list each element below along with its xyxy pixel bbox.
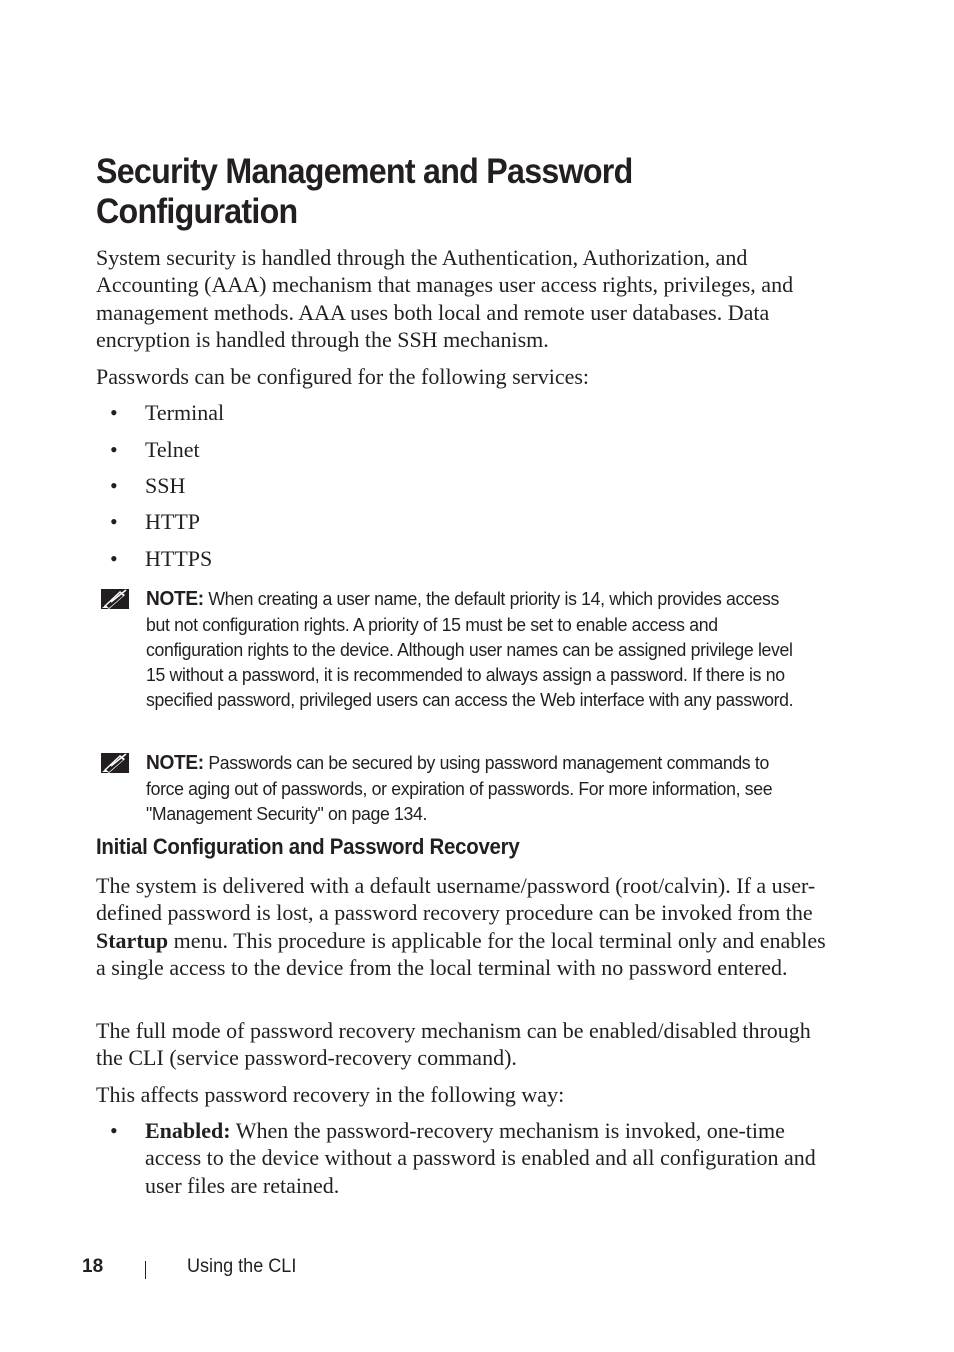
- recovery-paragraph-2: The full mode of password recovery mechanism can be enabled/disabled through the CLI (service password-recovery command).: [96, 1018, 811, 1071]
- page-title-line-2: Configuration: [96, 192, 298, 231]
- footer-divider: [145, 1261, 146, 1279]
- service-name: HTTP: [145, 509, 200, 534]
- intro-paragraph: System security is handled through the Authentication, Authorization, and Accounting (AAA) mechanism that manages user access rights, privileges, and management methods. AAA uses both local and remote user databases. Data encryption is handled through the SSH mechanism.: [96, 245, 794, 352]
- note-pencil-icon: [100, 588, 130, 610]
- bullet-icon: •: [110, 400, 118, 425]
- enabled-text: When the password-recovery mechanism is invoked, one-time access to the device without a password is enabled and all configuration and user files are retained.: [145, 1118, 816, 1198]
- list-item: [110, 545, 212, 572]
- recovery-paragraph-3: This affects password recovery in the following way:: [96, 1082, 565, 1107]
- page-number: 18: [82, 1256, 104, 1277]
- bullet-icon: •: [110, 546, 118, 571]
- enabled-label: Enabled:: [145, 1118, 231, 1143]
- enabled-description: [145, 1117, 830, 1199]
- note-label: NOTE:: [146, 588, 204, 610]
- note-pencil-icon: [100, 752, 130, 774]
- section-heading: Initial Configuration and Password Recovery: [96, 834, 520, 859]
- service-name: Terminal: [145, 400, 225, 425]
- list-item: [110, 436, 200, 463]
- bullet-icon: •: [110, 1118, 118, 1143]
- service-name: Telnet: [145, 437, 200, 462]
- note-body: When creating a user name, the default priority is 14, which provides access but not configuration rights. A priority of 15 must be set to enable access and configuration rights to the device. Although user names can be assigned privilege level 15 without a password, it is recommended to always assign a password. If there is no specified password, privileged users can access the Web interface with any password.: [146, 588, 794, 710]
- service-name: HTTPS: [145, 546, 213, 571]
- page-title: [96, 152, 758, 232]
- recovery-paragraph-1: [96, 872, 826, 981]
- note-text: [146, 750, 805, 826]
- page-footer: [0, 1256, 954, 1284]
- list-item: [110, 508, 200, 535]
- list-item: [110, 472, 185, 499]
- note-label: NOTE:: [146, 752, 204, 774]
- note-text: [146, 586, 805, 712]
- service-name: SSH: [145, 473, 186, 498]
- bullet-icon: •: [110, 473, 118, 498]
- note-body: Passwords can be secured by using password management commands to force aging out of passwords, or expiration of passwords. For more information, see "Management Security" on page 134.: [146, 752, 773, 824]
- recovery-text-before: The system is delivered with a default username/password (root/calvin). If a user-defined password is lost, a password recovery procedure can be invoked from the: [96, 873, 816, 926]
- footer-section-title: Using the CLI: [187, 1256, 297, 1277]
- services-intro: Passwords can be configured for the following services:: [96, 364, 590, 389]
- list-item: [110, 399, 224, 426]
- bullet-icon: •: [110, 437, 118, 462]
- startup-menu-term: Startup: [96, 927, 169, 953]
- page-title-line-1: Security Management and Password: [96, 152, 633, 191]
- bullet-icon: •: [110, 509, 118, 534]
- recovery-text-after: menu. This procedure is applicable for the local terminal only and enables a single access to the device from the local terminal with no password entered.: [96, 927, 826, 980]
